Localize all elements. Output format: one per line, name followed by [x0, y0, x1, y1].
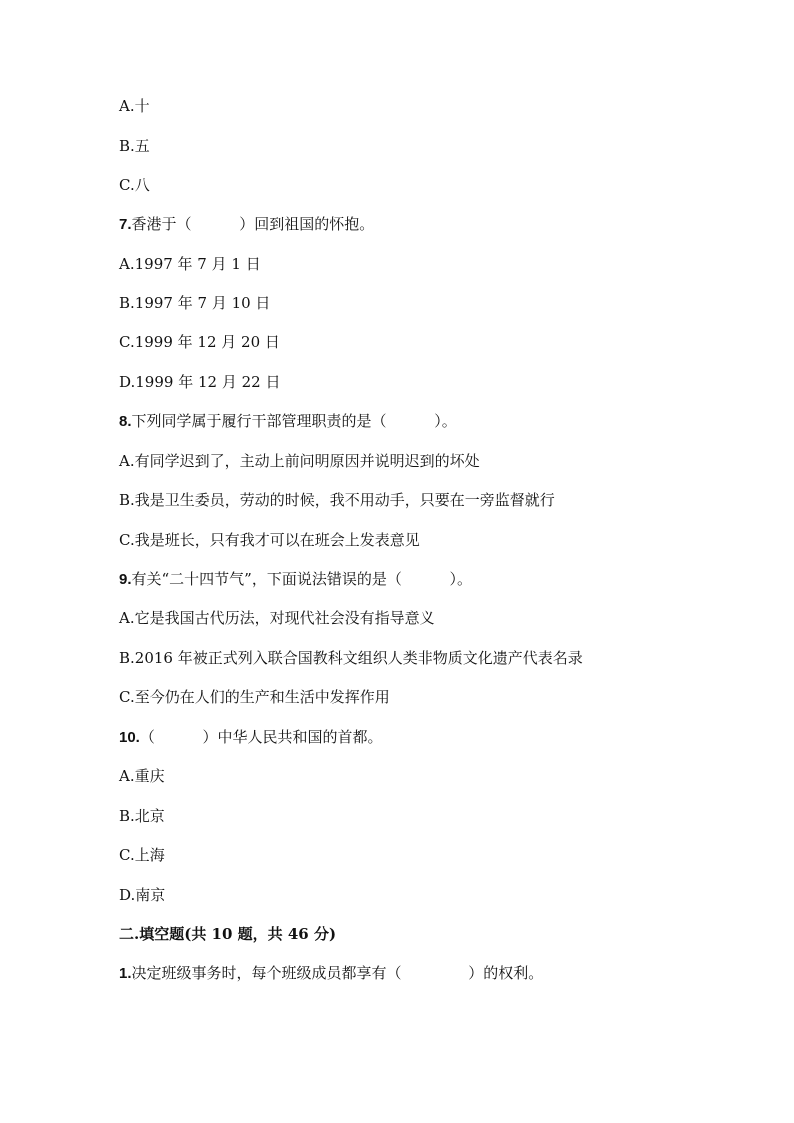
- q8-option-c: C.我是班长，只有我才可以在班会上发表意见: [119, 531, 420, 549]
- q9-number: 9.: [119, 571, 132, 588]
- q6-option-c: C.八: [119, 176, 150, 194]
- q7-text: 香港于（ ）回到祖国的怀抱。: [131, 215, 375, 233]
- q7-option-a: A.1997 年 7 月 1 日: [119, 255, 261, 273]
- q8-stem: [119, 411, 457, 432]
- q9-option-a: A.它是我国古代历法，对现代社会没有指导意义: [119, 609, 435, 627]
- q10-option-b: B.北京: [119, 807, 165, 825]
- section-heading: 二.填空题(共 10 题，共 46 分): [119, 925, 337, 943]
- fill1-number: 1.: [119, 965, 132, 982]
- q8-number: 8.: [119, 413, 132, 430]
- q8-option-a: A.有同学迟到了，主动上前问明原因并说明迟到的坏处: [119, 452, 480, 470]
- q7-option-c: C.1999 年 12 月 20 日: [119, 333, 280, 351]
- q7-option-d: D.1999 年 12 月 22 日: [119, 373, 281, 391]
- q9-stem: [119, 569, 472, 590]
- q6-option-a: A.十: [119, 97, 150, 115]
- q10-option-d: D.南京: [119, 886, 166, 904]
- q9-option-c: C.至今仍在人们的生产和生活中发挥作用: [119, 688, 390, 706]
- fill1-text: 决定班级事务时，每个班级成员都享有（ ）的权利。: [131, 964, 544, 982]
- q10-stem: [119, 727, 383, 748]
- q10-option-c: C.上海: [119, 846, 165, 864]
- q10-number: 10.: [119, 729, 140, 746]
- fill1-stem: [119, 963, 543, 984]
- q10-text: （ ）中华人民共和国的首都。: [139, 728, 383, 746]
- q9-text: 有关“二十四节气”，下面说法错误的是（ ）。: [131, 570, 473, 588]
- q7-stem: [119, 214, 374, 235]
- q6-option-b: B.五: [119, 137, 150, 155]
- q9-option-b: B.2016 年被正式列入联合国教科文组织人类非物质文化遗产代表名录: [119, 649, 583, 667]
- q8-text: 下列同学属于履行干部管理职责的是（ ）。: [131, 412, 457, 430]
- q10-option-a: A.重庆: [119, 767, 165, 785]
- q7-option-b: B.1997 年 7 月 10 日: [119, 294, 271, 312]
- q7-number: 7.: [119, 216, 132, 233]
- q8-option-b: B.我是卫生委员，劳动的时候，我不用动手，只要在一旁监督就行: [119, 491, 555, 509]
